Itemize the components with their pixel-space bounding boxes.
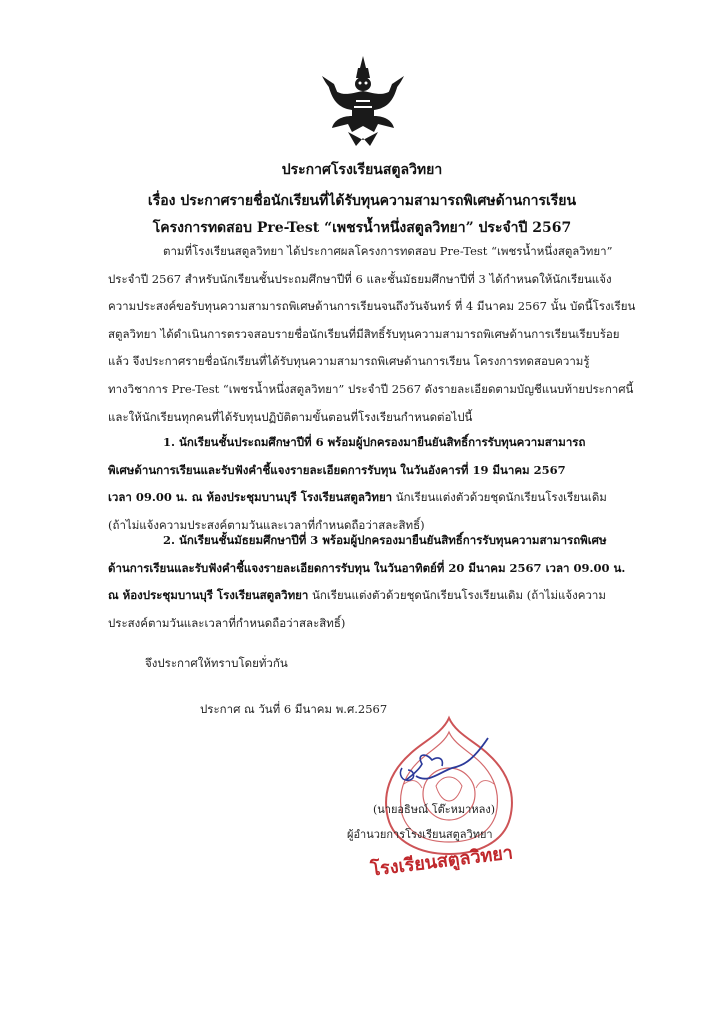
item2-venue: ณ ห้องประชุมบานบุรี โรงเรียนสตูลวิทยา bbox=[108, 588, 309, 603]
item2-dress: นักเรียนแต่งตัวด้วยชุดนักเรียนโรงเรียนเดิม (ถ้าไม่แจ้งความ bbox=[308, 588, 606, 603]
intro-line: ประจำปี 2567 สำหรับนักเรียนชั้นประถมศึกษาปีที่ 6 และชั้นมัธยมศึกษาปีที่ 3 ได้กำหนดให้นักเรียนแจ้ง bbox=[108, 271, 612, 286]
list-item-grade9 bbox=[108, 527, 656, 637]
signer-title: ผู้อำนวยการโรงเรียนสตูลวิทยา bbox=[347, 828, 493, 841]
closing-text: จึงประกาศให้ทราบโดยทั่วกัน bbox=[145, 656, 288, 670]
intro-line: และให้นักเรียนทุกคนที่ได้รับทุนปฏิบัติตามขั้นตอนที่โรงเรียนกำหนดต่อไปนี้ bbox=[108, 409, 473, 424]
signer-name: (นายอธิษณ์ โต๊ะหมาหลง) bbox=[373, 803, 495, 816]
intro-line: ทางวิชาการ Pre-Test “เพชรน้ำหนึ่งสตูลวิทยา” ประจำปี 2567 ดังรายละเอียดตามบัญชีแนบท้ายประกาศนี้ bbox=[108, 381, 634, 396]
item1-line4: (ถ้าไม่แจ้งความประสงค์ตามวันและเวลาที่กำหนดถือว่าสละสิทธิ์) bbox=[108, 517, 425, 532]
intro-line: ตามที่โรงเรียนสตูลวิทยา ได้ประกาศผลโครงการทดสอบ Pre-Test “เพชรน้ำหนึ่งสตูลวิทยา” bbox=[163, 244, 613, 258]
seal-stamp-text: โรงเรียนสตูลวิทยา bbox=[369, 842, 515, 881]
item2-line4: ประสงค์ตามวันและเวลาที่กำหนดถือว่าสละสิทธิ์) bbox=[108, 615, 346, 630]
item1-line3 bbox=[108, 484, 656, 512]
item1-line1: 1. นักเรียนชั้นประถมศึกษาปีที่ 6 พร้อมผู้ปกครองมายืนยันสิทธิ์การรับทุนความสามารถ bbox=[163, 435, 586, 449]
garuda-emblem-icon bbox=[318, 54, 408, 150]
intro-line: แล้ว จึงประกาศรายชื่อนักเรียนที่ได้รับทุนความสามารถพิเศษด้านการเรียน โครงการทดสอบความรู้ bbox=[108, 354, 590, 369]
announcement-title: ประกาศโรงเรียนสตูลวิทยา bbox=[281, 162, 443, 178]
announcement-subject: เรื่อง ประกาศรายชื่อนักเรียนที่ได้รับทุนความสามารถพิเศษด้านการเรียน bbox=[147, 193, 577, 209]
intro-paragraph bbox=[108, 238, 656, 431]
item1-dress: นักเรียนแต่งตัวด้วยชุดนักเรียนโรงเรียนเดิม bbox=[392, 490, 607, 505]
item2-line3 bbox=[108, 582, 656, 610]
announcement-project: โครงการทดสอบ Pre-Test “เพชรน้ำหนึ่งสตูลวิทยา” ประจำปี 2567 bbox=[152, 220, 572, 236]
item2-line2: ด้านการเรียนและรับฟังคำชี้แจงรายละเอียดการรับทุน ในวันอาทิตย์ที่ 20 มีนาคม 2567 เวลา 09.00 น. bbox=[108, 560, 626, 575]
item1-venue: เวลา 09.00 น. ณ ห้องประชุมบานบุรี โรงเรียนสตูลวิทยา bbox=[108, 490, 393, 505]
announcement-date: ประกาศ ณ วันที่ 6 มีนาคม พ.ศ.2567 bbox=[200, 702, 388, 716]
intro-line: ความประสงค์ขอรับทุนความสามารถพิเศษด้านการเรียนจนถึงวันจันทร์ ที่ 4 มีนาคม 2567 นั้น บัดนี้โรงเรียน bbox=[108, 299, 636, 314]
item1-line2: พิเศษด้านการเรียนและรับฟังคำชี้แจงรายละเอียดการรับทุน ในวันอังคารที่ 19 มีนาคม 2567 bbox=[108, 462, 566, 477]
intro-line: สตูลวิทยา ได้ดำเนินการตรวจสอบรายชื่อนักเรียนที่มีสิทธิ์รับทุนความสามารถพิเศษด้านการเรียนเรียบร้อย bbox=[108, 326, 620, 341]
list-item-grade6 bbox=[108, 429, 656, 539]
item2-line1: 2. นักเรียนชั้นมัธยมศึกษาปีที่ 3 พร้อมผู้ปกครองมายืนยันสิทธิ์การรับทุนความสามารถพิเศษ bbox=[163, 533, 607, 547]
